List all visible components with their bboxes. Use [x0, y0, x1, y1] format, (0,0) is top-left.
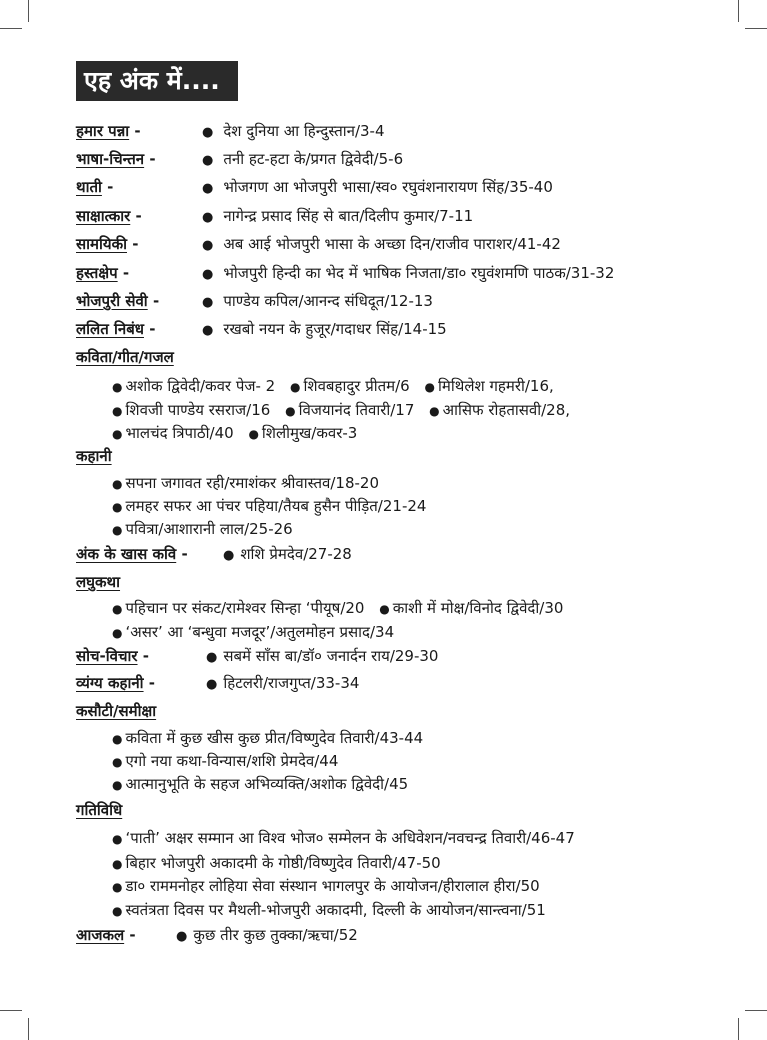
entry-text: डा० राममनोहर लोहिया सेवा संस्थान भागलपुर के आयोजन/हीरालाल हीरा/50 — [125, 877, 540, 895]
bullet-icon: ● — [112, 602, 123, 616]
toc-entry: भोजगण आ भोजपुरी भासा/स्व० रघुवंशनारायण सिंह/35-40 — [223, 178, 553, 196]
toc-label: सामयिकी — [76, 235, 127, 253]
toc-sep: - — [107, 178, 114, 196]
crop-mark — [28, 0, 29, 22]
toc-sep: - — [142, 647, 150, 665]
entry-text: ‘असर’ आ ‘बन्धुवा मजदूर’/अतुलमोहन प्रसाद/34 — [125, 623, 395, 641]
entry-text: पहिचान पर संकट/रामेश्वर सिन्हा ‘पीयूष/20 — [125, 599, 365, 617]
bullet-icon: ● — [202, 295, 214, 310]
toc-entry: भोजपुरी हिन्दी का भेद में भाषिक निजता/डा० रघुवंशमणि पाठक/31-32 — [223, 264, 615, 282]
toc-entry: सबमें साँस बा/डॉ० जनार्दन राय/29-30 — [223, 647, 439, 665]
entry-text: आसिफ रोहतासवी/28, — [442, 401, 571, 419]
bullet-icon: ● — [176, 929, 188, 944]
bullet-icon: ● — [112, 880, 123, 894]
bullet-icon: ● — [112, 857, 123, 871]
bullet-icon: ● — [112, 500, 123, 514]
bullet-icon: ● — [290, 380, 301, 394]
list-item[interactable] — [112, 622, 394, 643]
list-item[interactable] — [112, 828, 575, 849]
toc-entry: पाण्डेय कपिल/आनन्द संधिदूत/12-13 — [223, 292, 433, 310]
toc-entry: शशि प्रेमदेव/27-28 — [240, 545, 352, 563]
entry-text: ‘पाती’ अक्षर सम्मान आ विश्व भोज० सम्मेलन के अधिवेशन/नवचन्द्र तिवारी/46-47 — [125, 829, 575, 847]
toc-sep: - — [149, 320, 156, 338]
toc-entry: नागेन्द्र प्रसाद सिंह से बात/दिलीप कुमार/7-11 — [223, 207, 474, 225]
entry-text: कविता में कुछ खीस कुछ प्रीत/विष्णुदेव तिवारी/43-44 — [125, 729, 424, 747]
toc-label: अंक के खास कवि — [76, 545, 177, 563]
bullet-icon: ● — [112, 778, 123, 792]
entry-text: मिथिलेश गहमरी/16, — [438, 377, 554, 395]
entry-text: लमहर सफर आ पंचर पहिया/तैयब हुसैन पीड़ित/21-24 — [125, 497, 427, 515]
toc-label: आजकल — [76, 926, 125, 944]
toc-sep: - — [122, 264, 130, 282]
crop-mark — [738, 1018, 739, 1040]
bullet-icon: ● — [202, 181, 214, 196]
bullet-icon: ● — [285, 404, 296, 418]
crop-mark — [28, 1018, 29, 1040]
toc-label: थाती — [76, 178, 102, 196]
toc-label: हमार पन्ना — [76, 122, 130, 140]
bullet-icon: ● — [112, 904, 123, 918]
toc-label: भाषा-चिन्तन — [76, 150, 145, 168]
bullet-icon: ● — [202, 267, 214, 282]
entry-text: स्वतंत्रता दिवस पर मैथली-भोजपुरी अकादमी, दिल्ली के आयोजन/सान्त्वना/51 — [125, 901, 546, 919]
toc-entry: अब आई भोजपुरी भासा के अच्छा दिन/राजीव पाराशर/41-42 — [223, 235, 561, 253]
list-item[interactable] — [112, 496, 426, 517]
crop-mark — [0, 28, 22, 29]
section-heading-laghukatha: लघुकथा — [76, 573, 121, 591]
bullet-icon: ● — [112, 755, 123, 769]
list-item[interactable] — [112, 728, 423, 749]
toc-sep: - — [181, 545, 188, 563]
toc-sep: - — [149, 150, 156, 168]
toc-sep: - — [134, 122, 141, 140]
bullet-icon: ● — [424, 380, 435, 394]
entry-text: पवित्रा/आशारानी लाल/25-26 — [125, 520, 293, 538]
entry-text: बिहार भोजपुरी अकादमी के गोष्ठी/विष्णुदेव तिवारी/47-50 — [125, 854, 441, 872]
section-heading-kavita: कविता/गीत/गजल — [76, 348, 174, 366]
list-item[interactable] — [112, 774, 408, 795]
crop-mark — [745, 1010, 767, 1011]
bullet-icon: ● — [112, 404, 123, 418]
list-item[interactable] — [112, 519, 293, 540]
bullet-icon: ● — [112, 523, 123, 537]
toc-label: साक्षात्कार — [76, 207, 131, 225]
toc-entry: रखबो नयन के हुजूर/गदाधर सिंह/14-15 — [223, 320, 447, 338]
page-title: एह अंक में.... — [76, 61, 238, 101]
list-item[interactable] — [112, 400, 570, 421]
bullet-icon: ● — [202, 153, 214, 168]
entry-text: शिवजी पाण्डेय रसराज/16 — [125, 401, 271, 419]
toc-label: भोजपुरी सेवी — [76, 292, 148, 310]
bullet-icon: ● — [112, 380, 123, 394]
entry-text: सपना जगावत रही/रमाशंकर श्रीवास्तव/18-20 — [125, 474, 379, 492]
bullet-icon: ● — [202, 125, 214, 140]
list-item[interactable] — [112, 423, 357, 444]
bullet-icon: ● — [112, 427, 123, 441]
bullet-icon: ● — [112, 832, 123, 846]
entry-text: भालचंद त्रिपाठी/40 — [125, 424, 234, 442]
toc-label: हस्तक्षेप — [76, 264, 118, 282]
bullet-icon: ● — [429, 404, 440, 418]
toc-sep: - — [152, 292, 160, 310]
toc-entry: हिटलरी/राजगुप्त/33-34 — [223, 674, 360, 692]
bullet-icon: ● — [112, 477, 123, 491]
bullet-icon: ● — [202, 238, 214, 253]
toc-sep: - — [148, 674, 156, 692]
toc-entry: देश दुनिया आ हिन्दुस्तान/3-4 — [223, 122, 385, 140]
crop-mark — [745, 28, 767, 29]
entry-text: विजयानंद तिवारी/17 — [298, 401, 415, 419]
bullet-icon: ● — [206, 677, 218, 692]
entry-text: शिवबहादुर प्रीतम/6 — [303, 377, 410, 395]
toc-sep: - — [132, 235, 139, 253]
list-item[interactable] — [112, 853, 441, 874]
list-item[interactable] — [112, 751, 338, 772]
bullet-icon: ● — [202, 210, 214, 225]
entry-text: काशी में मोक्ष/विनोद द्विवेदी/30 — [392, 599, 564, 617]
list-item[interactable] — [112, 900, 546, 921]
bullet-icon: ● — [223, 548, 235, 563]
list-item[interactable] — [112, 473, 379, 494]
bullet-icon: ● — [112, 732, 123, 746]
toc-entry: कुछ तीर कुछ तुक्का/ऋचा/52 — [193, 926, 358, 944]
toc-sep: - — [135, 207, 142, 225]
toc-entry: तनी हट-हटा के/प्रगत द्विवेदी/5-6 — [223, 150, 404, 168]
crop-mark — [0, 1010, 22, 1011]
entry-text: शिलीमुख/कवर-3 — [261, 424, 358, 442]
list-item[interactable] — [112, 376, 554, 397]
section-heading-kahani: कहानी — [76, 447, 112, 465]
toc-label: ललित निबंध — [76, 320, 144, 338]
toc-sep: - — [129, 926, 136, 944]
entry-text: एगो नया कथा-विन्यास/शशि प्रेमदेव/44 — [125, 752, 339, 770]
bullet-icon: ● — [248, 427, 259, 441]
section-heading-gatividhi: गतिविधि — [76, 801, 123, 819]
bullet-icon: ● — [379, 602, 390, 616]
bullet-icon: ● — [112, 626, 123, 640]
bullet-icon: ● — [206, 650, 218, 665]
bullet-icon: ● — [202, 323, 214, 338]
list-item[interactable] — [112, 598, 563, 619]
toc-label: व्यंग्य कहानी — [76, 674, 144, 692]
entry-text: अशोक द्विवेदी/कवर पेज- 2 — [125, 377, 276, 395]
crop-mark — [738, 0, 739, 22]
entry-text: आत्मानुभूति के सहज अभिव्यक्ति/अशोक द्विवेदी/45 — [125, 775, 409, 793]
section-heading-kasauti: कसौटी/समीक्षा — [76, 702, 157, 720]
list-item[interactable] — [112, 876, 540, 897]
toc-label: सोच-विचार — [76, 647, 138, 665]
